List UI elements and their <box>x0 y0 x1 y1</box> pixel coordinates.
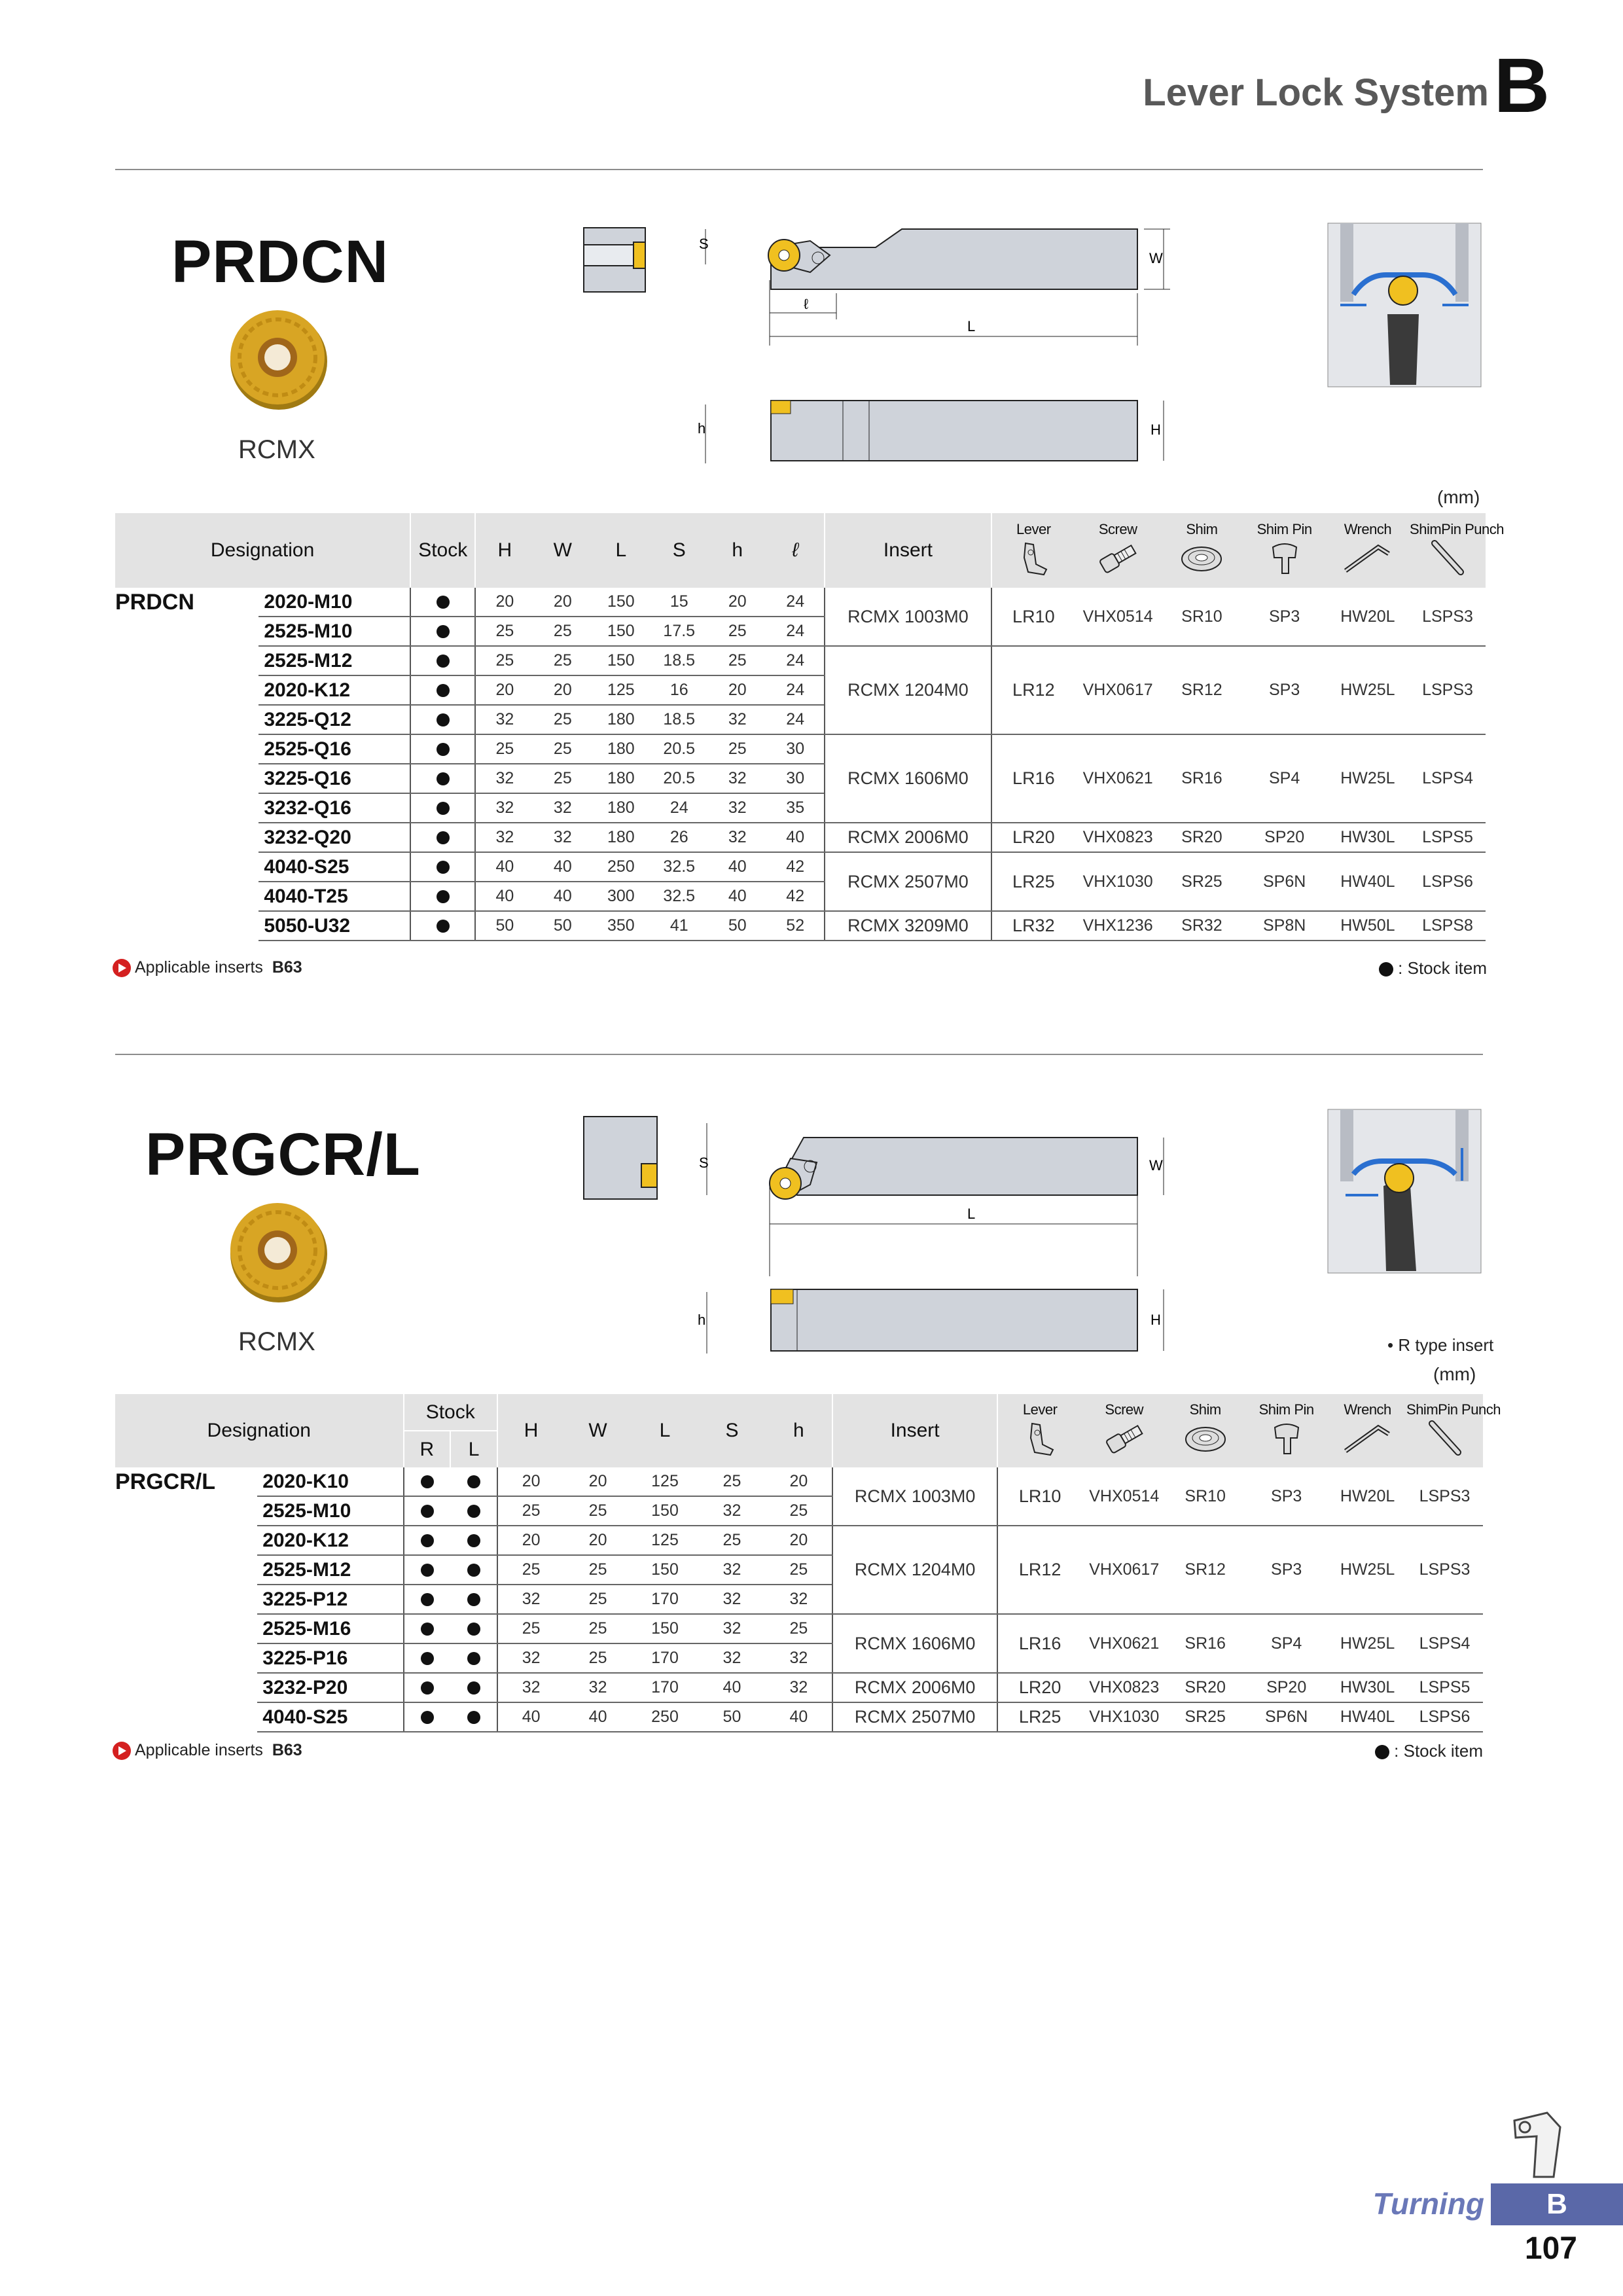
col-shim: Shim <box>1189 1401 1221 1418</box>
col-insert: Insert <box>832 1394 997 1467</box>
col-stock: Stock <box>410 513 475 588</box>
product-title: PRDCN <box>171 228 389 295</box>
stock-dot <box>1375 1745 1389 1759</box>
col-h: h <box>766 1394 832 1467</box>
spec-table-prgcr: Designation Stock H W L S h Insert Lever Screw Shim Shim Pin Wrench ShimPin Punch R L PRGCR/L 2020-K10 20 20 125 25 20 RCMX 1003M0 LR10 VHX0514 SR10 SP3 HW20L LSPS3 2525-M10 25 25 150 32 25 2020-K12 20 20 125 25 20 RCMX 1204M0 LR12 VHX0617 SR12 SP3 HW25L LSPS3 2525-M12 25 25 150 32 25 3225-P12 32 25 170 32 32 2525-M16 25 25 150 32 25 RCMX 1606M0 LR16 VHX0621 SR16 SP4 HW25L LSPS4 3225-P16 32 25 170 32 32 3232-P20 32 32 170 40 32 RCMX 2006M0 LR20 VHX0823 SR20 SP20 HW30L LSPS5 4040-S25 40 40 250 50 40 RCMX 2507M0 LR25 VHX1030 SR25 SP6N HW40L LSPS6 <box>115 1394 1483 1732</box>
table-row-code: 2020-K12 <box>257 1526 403 1555</box>
stock-dot <box>467 1593 480 1606</box>
col-screw: Screw <box>1105 1401 1144 1418</box>
stock-dot <box>437 743 450 756</box>
applicable-inserts-link[interactable]: Applicable inserts B63 <box>113 958 302 977</box>
stock-legend: : Stock item <box>1379 958 1487 978</box>
section-letter: B <box>1493 43 1550 129</box>
insert-cell: RCMX 2507M0 <box>832 1702 997 1732</box>
page-number: 107 <box>1524 2231 1577 2266</box>
stock-dot <box>421 1652 434 1665</box>
dim-L: L <box>967 1206 976 1222</box>
col-stock-R: R <box>404 1431 451 1467</box>
stock-dot <box>467 1564 480 1577</box>
table-row-code: 2525-M16 <box>257 1614 403 1643</box>
col-H: H <box>497 1394 564 1467</box>
col-lever: Lever <box>1022 1401 1058 1418</box>
insert-cell: RCMX 1204M0 <box>832 1526 997 1614</box>
dim-S: S <box>699 236 709 252</box>
stock-dot <box>421 1564 434 1577</box>
insert-label: RCMX <box>238 435 315 464</box>
stock-dot <box>437 890 450 903</box>
stock-dot <box>437 861 450 874</box>
col-L: L <box>632 1394 698 1467</box>
table-row-code: 3225-P16 <box>257 1643 403 1673</box>
unit-label: (mm) <box>1437 487 1480 507</box>
table-row-code: 3232-P20 <box>257 1673 403 1702</box>
arrow-icon <box>113 1742 131 1760</box>
col-lever: Lever <box>1016 520 1051 537</box>
stock-dot <box>437 625 450 638</box>
machining-illustration <box>1327 223 1482 387</box>
stock-dot <box>437 684 450 697</box>
dim-W: W <box>1149 250 1163 266</box>
dim-l: ℓ <box>804 296 809 312</box>
stock-dot <box>467 1652 480 1665</box>
stock-dot <box>437 655 450 668</box>
insert-cell: RCMX 1204M0 <box>825 646 991 734</box>
table-row-code: 2525-M12 <box>257 1555 403 1585</box>
table-row-code: 2020-M10 <box>259 588 410 617</box>
table-row-code: 3225-Q12 <box>259 705 410 734</box>
table-row-code: 4040-S25 <box>259 852 410 882</box>
stock-dot <box>421 1593 434 1606</box>
punch-icon <box>1425 1418 1465 1458</box>
stock-dot <box>421 1475 434 1488</box>
page-section-title: Lever Lock System <box>1143 71 1489 114</box>
dim-h: h <box>698 420 706 437</box>
tab-section-b[interactable]: B <box>1491 2183 1623 2225</box>
col-screw: Screw <box>1098 520 1137 537</box>
stock-dot <box>467 1475 480 1488</box>
col-shim-pin: Shim Pin <box>1257 520 1312 537</box>
table-row-code: 2525-M10 <box>259 617 410 646</box>
stock-dot <box>421 1534 434 1547</box>
col-S: S <box>698 1394 765 1467</box>
insert-image <box>226 308 331 412</box>
divider <box>115 1054 1483 1055</box>
insert-cell: RCMX 1003M0 <box>832 1467 997 1526</box>
table-row-code: 3225-Q16 <box>259 764 410 793</box>
stock-dot <box>421 1681 434 1695</box>
col-stock: Stock <box>404 1394 497 1431</box>
table-row-code: 2020-K10 <box>257 1467 403 1496</box>
stock-dot <box>437 802 450 815</box>
end-view-diagram <box>582 1115 661 1202</box>
stock-dot <box>467 1711 480 1724</box>
insert-cell: RCMX 2006M0 <box>832 1673 997 1702</box>
table-row-code: 5050-U32 <box>259 911 410 941</box>
insert-label: RCMX <box>238 1327 315 1356</box>
col-punch: ShimPin Punch <box>1410 520 1504 537</box>
col-wrench: Wrench <box>1344 520 1392 537</box>
spec-table-prdcn: Designation Stock H W L S h ℓ Insert Lever Screw Shim Shim Pin Wrench ShimPin Punch PRDCN 2020-M10 20 20 150 15 20 24 RCMX 1003M0 LR10 VHX0514 SR10 SP3 HW20L LSPS3 2525-M10 25 25 150 17.5 25 24 2525-M12 25 25 150 18.5 25 24 RCMX 1204M0 LR12 VHX0617 SR12 SP3 HW25L LSPS3 2020-K12 20 20 125 16 20 24 3225-Q12 32 25 180 18.5 32 24 2525-Q16 25 25 180 20.5 25 30 RCMX 1606M0 LR16 VHX0621 SR16 SP4 HW25L LSPS4 3225-Q16 32 25 180 20.5 32 30 3232-Q16 32 32 180 24 32 35 3232-Q20 32 32 180 26 32 40 RCMX 2006M0 LR20 VHX0823 SR20 SP20 HW30L LSPS5 4040-S25 40 40 250 32.5 40 42 RCMX 2507M0 LR25 VHX1030 SR25 SP6N HW40L LSPS6 4040-T25 40 40 300 32.5 40 42 5050-U32 50 50 350 41 50 52 RCMX 3209M0 LR32 VHX1236 SR32 SP8N HW50L LSPS8 <box>115 513 1486 941</box>
machining-illustration <box>1327 1109 1482 1274</box>
dim-H: H <box>1150 1312 1161 1328</box>
table-row-code: 2525-M12 <box>259 646 410 675</box>
stock-dot <box>437 920 450 933</box>
stock-dot <box>437 596 450 609</box>
side-view-diagram <box>692 1282 1177 1360</box>
wrench-icon <box>1342 538 1394 577</box>
dim-L: L <box>967 318 976 334</box>
tab-turning-label: Turning <box>1372 2187 1484 2221</box>
col-shim-pin: Shim Pin <box>1258 1401 1314 1418</box>
col-wrench: Wrench <box>1344 1401 1391 1418</box>
table-row-code: 4040-S25 <box>257 1702 403 1732</box>
product-title: PRGCR/L <box>145 1121 421 1188</box>
col-W: W <box>533 513 592 588</box>
r-type-note: • R type insert <box>1387 1335 1494 1355</box>
col-shim: Shim <box>1186 520 1218 537</box>
table-row-code: 3232-Q16 <box>259 793 410 823</box>
col-punch: ShimPin Punch <box>1406 1401 1501 1418</box>
stock-dot <box>467 1681 480 1695</box>
col-S: S <box>650 513 708 588</box>
stock-dot <box>467 1534 480 1547</box>
screw-icon <box>1095 538 1141 577</box>
col-l: ℓ <box>766 513 825 588</box>
dim-S: S <box>699 1155 709 1171</box>
stock-dot <box>421 1711 434 1724</box>
shim-pin-icon <box>1265 538 1304 577</box>
insert-image <box>226 1200 331 1305</box>
series-name: PRDCN <box>115 589 194 615</box>
insert-cell: RCMX 1606M0 <box>825 734 991 823</box>
shim-icon <box>1179 538 1224 577</box>
series-name: PRGCR/L <box>115 1469 215 1494</box>
col-L: L <box>592 513 650 588</box>
col-designation: Designation <box>115 1394 404 1467</box>
lever-icon <box>1014 538 1053 577</box>
insert-cell: RCMX 2507M0 <box>825 852 991 911</box>
stock-dot <box>467 1623 480 1636</box>
insert-cell: RCMX 1606M0 <box>832 1614 997 1673</box>
col-stock-L: L <box>450 1431 497 1467</box>
stock-dot <box>437 713 450 726</box>
screw-icon <box>1101 1418 1147 1458</box>
table-row-code: 4040-T25 <box>259 882 410 911</box>
side-view-diagram <box>692 391 1177 476</box>
arrow-icon <box>113 959 131 977</box>
applicable-inserts-link[interactable]: Applicable inserts B63 <box>113 1741 302 1760</box>
insert-cell: RCMX 3209M0 <box>825 911 991 941</box>
end-view-diagram <box>582 226 648 295</box>
punch-icon <box>1428 538 1467 577</box>
table-row-code: 3232-Q20 <box>259 823 410 852</box>
top-view-diagram <box>692 1113 1177 1283</box>
stock-dot <box>421 1623 434 1636</box>
stock-dot <box>467 1505 480 1518</box>
shim-pin-icon <box>1267 1418 1306 1458</box>
insert-cell: RCMX 1003M0 <box>825 588 991 646</box>
stock-dot <box>1379 962 1393 977</box>
col-H: H <box>475 513 533 588</box>
dim-h: h <box>698 1312 706 1328</box>
col-designation: Designation <box>115 513 410 588</box>
shim-icon <box>1183 1418 1228 1458</box>
col-W: W <box>564 1394 631 1467</box>
divider <box>115 169 1483 170</box>
table-row-code: 3225-P12 <box>257 1585 403 1614</box>
dim-W: W <box>1149 1157 1163 1174</box>
turning-tool-icon <box>1508 2108 1567 2179</box>
table-row-code: 2020-K12 <box>259 675 410 705</box>
col-h: h <box>708 513 766 588</box>
lever-icon <box>1020 1418 1060 1458</box>
table-row-code: 2525-M10 <box>257 1496 403 1526</box>
dim-H: H <box>1150 422 1161 438</box>
insert-cell: RCMX 2006M0 <box>825 823 991 852</box>
table-row-code: 2525-Q16 <box>259 734 410 764</box>
wrench-icon <box>1342 1418 1394 1458</box>
col-insert: Insert <box>825 513 991 588</box>
stock-dot <box>437 831 450 844</box>
stock-dot <box>437 772 450 785</box>
stock-dot <box>421 1505 434 1518</box>
unit-label: (mm) <box>1433 1364 1476 1384</box>
top-view-diagram <box>692 221 1177 352</box>
stock-legend: : Stock item <box>1375 1741 1483 1761</box>
